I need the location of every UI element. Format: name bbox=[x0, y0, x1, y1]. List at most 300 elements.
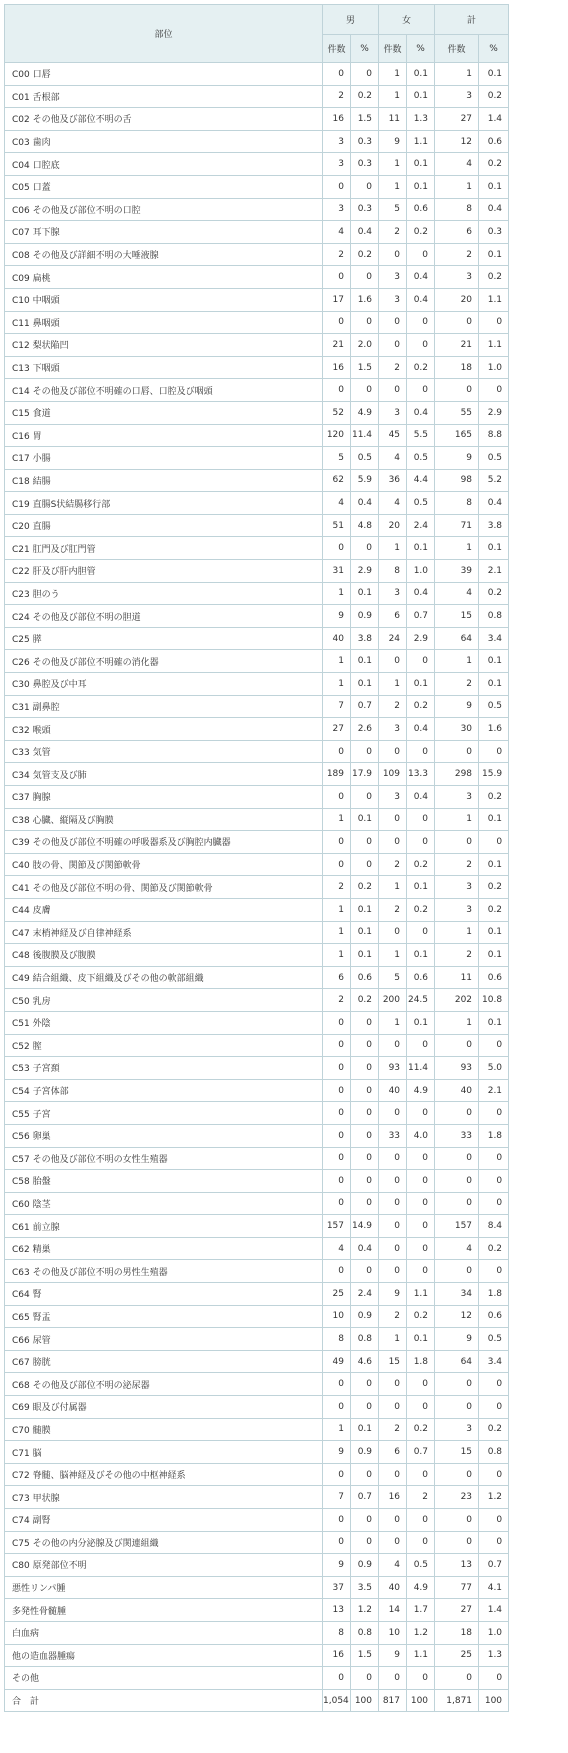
female-pct-cell: 5.5 bbox=[407, 424, 435, 447]
total-pct-cell: 0.8 bbox=[479, 605, 509, 628]
total-count-cell: 3 bbox=[435, 85, 479, 108]
total-count-cell: 4 bbox=[435, 582, 479, 605]
table-row bbox=[5, 130, 509, 153]
male-count-cell: 4 bbox=[323, 1237, 351, 1260]
male-pct-cell: 0.2 bbox=[351, 989, 379, 1012]
total-pct-cell: 2.9 bbox=[479, 401, 509, 424]
female-count-cell: 10 bbox=[379, 1621, 407, 1644]
female-count-cell: 15 bbox=[379, 1350, 407, 1373]
site-cell: C09 扁桃 bbox=[5, 266, 323, 289]
total-count-cell: 9 bbox=[435, 695, 479, 718]
total-pct-cell: 0 bbox=[479, 311, 509, 334]
total-pct-cell: 10.8 bbox=[479, 989, 509, 1012]
female-pct-cell: 0 bbox=[407, 1237, 435, 1260]
site-header: 部位 bbox=[5, 5, 323, 63]
male-pct-cell: 0 bbox=[351, 1260, 379, 1283]
total-count-cell: 0 bbox=[435, 740, 479, 763]
site-cell: 合 計 bbox=[5, 1689, 323, 1712]
female-pct-cell: 13.3 bbox=[407, 763, 435, 786]
site-cell: C72 脊髄、脳神経及びその他の中枢神経系 bbox=[5, 1463, 323, 1486]
male-pct-cell: 0 bbox=[351, 1463, 379, 1486]
table-row bbox=[5, 1486, 509, 1509]
female-count-cell: 0 bbox=[379, 1215, 407, 1238]
total-pct-cell: 1.1 bbox=[479, 334, 509, 357]
male-count-cell: 4 bbox=[323, 221, 351, 244]
total-count-cell: 0 bbox=[435, 1396, 479, 1419]
total-pct-cell: 0 bbox=[479, 1147, 509, 1170]
male-pct-cell: 2.9 bbox=[351, 560, 379, 583]
male-count-cell: 0 bbox=[323, 1396, 351, 1419]
female-count-cell: 0 bbox=[379, 1396, 407, 1419]
female-count-cell: 11 bbox=[379, 108, 407, 131]
male-pct-cell: 0.7 bbox=[351, 1486, 379, 1509]
female-pct-cell: 0 bbox=[407, 1034, 435, 1057]
female-count-cell: 9 bbox=[379, 1283, 407, 1306]
female-count-cell: 9 bbox=[379, 1644, 407, 1667]
total-count-cell: 3 bbox=[435, 786, 479, 809]
table-row bbox=[5, 898, 509, 921]
table-row bbox=[5, 1170, 509, 1193]
table-row bbox=[5, 1283, 509, 1306]
site-cell: C01 舌根部 bbox=[5, 85, 323, 108]
female-pct-cell: 0.4 bbox=[407, 266, 435, 289]
site-cell: C48 後腹膜及び腹膜 bbox=[5, 944, 323, 967]
site-cell: C62 精巣 bbox=[5, 1237, 323, 1260]
female-count-cell: 2 bbox=[379, 1305, 407, 1328]
female-count-cell: 2 bbox=[379, 1418, 407, 1441]
male-pct-cell: 0.7 bbox=[351, 695, 379, 718]
total-count-cell: 11 bbox=[435, 966, 479, 989]
total-pct-cell: 0.1 bbox=[479, 1011, 509, 1034]
table-row bbox=[5, 221, 509, 244]
female-pct-cell: 0 bbox=[407, 379, 435, 402]
female-pct-cell: 0.4 bbox=[407, 582, 435, 605]
female-pct-cell: 0.1 bbox=[407, 537, 435, 560]
male-count-cell: 2 bbox=[323, 876, 351, 899]
table-row bbox=[5, 740, 509, 763]
male-pct-cell: 0.5 bbox=[351, 447, 379, 470]
female-pct-cell: 0.7 bbox=[407, 605, 435, 628]
male-pct-cell: 5.9 bbox=[351, 469, 379, 492]
site-cell: C07 耳下腺 bbox=[5, 221, 323, 244]
total-count-cell: 1 bbox=[435, 921, 479, 944]
site-cell: C68 その他及び部位不明の泌尿器 bbox=[5, 1373, 323, 1396]
male-pct-cell: 0 bbox=[351, 1531, 379, 1554]
female-count-cell: 4 bbox=[379, 447, 407, 470]
site-cell: C56 卵巣 bbox=[5, 1124, 323, 1147]
site-cell: C30 鼻腔及び中耳 bbox=[5, 673, 323, 696]
male-pct-cell: 0.1 bbox=[351, 944, 379, 967]
male-pct-cell: 0 bbox=[351, 266, 379, 289]
male-pct-cell: 0.9 bbox=[351, 1305, 379, 1328]
total-pct-cell: 0 bbox=[479, 1509, 509, 1532]
table-row bbox=[5, 605, 509, 628]
female-pct-header: % bbox=[407, 35, 435, 63]
total-count-cell: 165 bbox=[435, 424, 479, 447]
male-count-cell: 0 bbox=[323, 831, 351, 854]
site-cell: C74 副腎 bbox=[5, 1509, 323, 1532]
site-cell: C23 胆のう bbox=[5, 582, 323, 605]
total-count-cell: 2 bbox=[435, 243, 479, 266]
female-count-cell: 0 bbox=[379, 921, 407, 944]
female-count-cell: 0 bbox=[379, 1237, 407, 1260]
female-count-cell: 36 bbox=[379, 469, 407, 492]
total-count-cell: 0 bbox=[435, 379, 479, 402]
male-pct-cell: 0 bbox=[351, 1147, 379, 1170]
table-row bbox=[5, 108, 509, 131]
male-pct-cell: 100 bbox=[351, 1689, 379, 1712]
female-pct-cell: 4.4 bbox=[407, 469, 435, 492]
female-count-cell: 200 bbox=[379, 989, 407, 1012]
female-pct-cell: 0.4 bbox=[407, 786, 435, 809]
table-row bbox=[5, 243, 509, 266]
female-pct-cell: 0 bbox=[407, 1396, 435, 1419]
female-pct-cell: 0 bbox=[407, 1102, 435, 1125]
female-count-cell: 2 bbox=[379, 898, 407, 921]
total-pct-cell: 0 bbox=[479, 1192, 509, 1215]
male-pct-cell: 1.5 bbox=[351, 1644, 379, 1667]
table-row bbox=[5, 718, 509, 741]
total-count-cell: 0 bbox=[435, 1260, 479, 1283]
male-count-cell: 62 bbox=[323, 469, 351, 492]
table-row bbox=[5, 1350, 509, 1373]
total-pct-cell: 1.2 bbox=[479, 1486, 509, 1509]
female-pct-cell: 0.4 bbox=[407, 288, 435, 311]
total-count-cell: 98 bbox=[435, 469, 479, 492]
male-pct-cell: 0 bbox=[351, 1192, 379, 1215]
site-cell: C73 甲状腺 bbox=[5, 1486, 323, 1509]
total-count-cell: 1 bbox=[435, 808, 479, 831]
male-pct-cell: 3.5 bbox=[351, 1576, 379, 1599]
site-cell: 他の造血器腫瘍 bbox=[5, 1644, 323, 1667]
male-pct-cell: 0 bbox=[351, 537, 379, 560]
male-count-cell: 1 bbox=[323, 1418, 351, 1441]
female-count-cell: 16 bbox=[379, 1486, 407, 1509]
male-pct-cell: 0.4 bbox=[351, 221, 379, 244]
total-pct-cell: 0 bbox=[479, 1396, 509, 1419]
female-count-cell: 817 bbox=[379, 1689, 407, 1712]
total-count-cell: 77 bbox=[435, 1576, 479, 1599]
female-pct-cell: 0 bbox=[407, 921, 435, 944]
table-row bbox=[5, 1124, 509, 1147]
male-pct-cell: 0.1 bbox=[351, 582, 379, 605]
male-count-cell: 37 bbox=[323, 1576, 351, 1599]
male-count-cell: 0 bbox=[323, 1667, 351, 1690]
site-cell: 白血病 bbox=[5, 1621, 323, 1644]
table-row bbox=[5, 650, 509, 673]
site-cell: C08 その他及び詳細不明の大唾液腺 bbox=[5, 243, 323, 266]
table-row bbox=[5, 85, 509, 108]
total-pct-cell: 0 bbox=[479, 1102, 509, 1125]
site-cell: C58 胎盤 bbox=[5, 1170, 323, 1193]
male-pct-cell: 4.8 bbox=[351, 514, 379, 537]
table-row bbox=[5, 921, 509, 944]
total-pct-cell: 0 bbox=[479, 1373, 509, 1396]
total-count-cell: 0 bbox=[435, 1147, 479, 1170]
female-count-cell: 2 bbox=[379, 853, 407, 876]
female-count-cell: 1 bbox=[379, 944, 407, 967]
male-count-cell: 2 bbox=[323, 85, 351, 108]
table-row bbox=[5, 447, 509, 470]
female-count-cell: 1 bbox=[379, 1328, 407, 1351]
site-cell: C70 髄膜 bbox=[5, 1418, 323, 1441]
female-pct-cell: 11.4 bbox=[407, 1057, 435, 1080]
table-row bbox=[5, 876, 509, 899]
total-count-cell: 6 bbox=[435, 221, 479, 244]
female-count-cell: 0 bbox=[379, 1463, 407, 1486]
total-pct-cell: 0.2 bbox=[479, 898, 509, 921]
table-row bbox=[5, 424, 509, 447]
female-pct-cell: 2 bbox=[407, 1486, 435, 1509]
total-count-cell: 3 bbox=[435, 1418, 479, 1441]
total-count-cell: 9 bbox=[435, 1328, 479, 1351]
table-row bbox=[5, 627, 509, 650]
site-cell: C17 小腸 bbox=[5, 447, 323, 470]
total-pct-cell: 0.2 bbox=[479, 1237, 509, 1260]
female-pct-cell: 0.5 bbox=[407, 492, 435, 515]
female-pct-cell: 0.1 bbox=[407, 175, 435, 198]
total-pct-cell: 0.2 bbox=[479, 786, 509, 809]
female-pct-cell: 4.0 bbox=[407, 1124, 435, 1147]
site-cell: C16 胃 bbox=[5, 424, 323, 447]
total-pct-cell: 1.8 bbox=[479, 1124, 509, 1147]
female-pct-cell: 0 bbox=[407, 243, 435, 266]
total-count-cell: 0 bbox=[435, 1034, 479, 1057]
table-row bbox=[5, 401, 509, 424]
male-count-cell: 0 bbox=[323, 1260, 351, 1283]
table-row bbox=[5, 288, 509, 311]
table-row bbox=[5, 198, 509, 221]
female-pct-cell: 0 bbox=[407, 831, 435, 854]
female-count-cell: 3 bbox=[379, 582, 407, 605]
total-pct-cell: 3.4 bbox=[479, 1350, 509, 1373]
female-pct-cell: 0 bbox=[407, 1667, 435, 1690]
total-count-cell: 4 bbox=[435, 153, 479, 176]
female-count-cell: 3 bbox=[379, 786, 407, 809]
female-pct-cell: 1.8 bbox=[407, 1350, 435, 1373]
female-pct-cell: 0.2 bbox=[407, 853, 435, 876]
table-row bbox=[5, 1192, 509, 1215]
total-pct-cell: 0.1 bbox=[479, 243, 509, 266]
male-pct-cell: 3.8 bbox=[351, 627, 379, 650]
female-pct-cell: 0 bbox=[407, 1531, 435, 1554]
table-row bbox=[5, 966, 509, 989]
table-row bbox=[5, 1305, 509, 1328]
site-cell: C75 その他の内分泌腺及び関連組織 bbox=[5, 1531, 323, 1554]
total-count-cell: 4 bbox=[435, 1237, 479, 1260]
male-count-cell: 1 bbox=[323, 650, 351, 673]
female-count-cell: 0 bbox=[379, 1260, 407, 1283]
total-pct-cell: 5.2 bbox=[479, 469, 509, 492]
total-pct-cell: 1.0 bbox=[479, 1621, 509, 1644]
total-pct-cell: 0 bbox=[479, 740, 509, 763]
female-pct-cell: 0.2 bbox=[407, 221, 435, 244]
male-pct-cell: 0 bbox=[351, 1057, 379, 1080]
site-cell: C24 その他及び部位不明の胆道 bbox=[5, 605, 323, 628]
male-count-cell: 189 bbox=[323, 763, 351, 786]
site-cell: C15 食道 bbox=[5, 401, 323, 424]
male-pct-cell: 0.1 bbox=[351, 1418, 379, 1441]
site-cell: C63 その他及び部位不明の男性生殖器 bbox=[5, 1260, 323, 1283]
total-pct-cell: 5.0 bbox=[479, 1057, 509, 1080]
female-pct-cell: 0.1 bbox=[407, 944, 435, 967]
male-pct-cell: 0.1 bbox=[351, 808, 379, 831]
total-pct-cell: 0.1 bbox=[479, 808, 509, 831]
male-pct-cell: 0.3 bbox=[351, 198, 379, 221]
female-pct-cell: 0.2 bbox=[407, 1305, 435, 1328]
site-cell: 悪性リンパ腫 bbox=[5, 1576, 323, 1599]
total-count-cell: 0 bbox=[435, 1531, 479, 1554]
male-pct-cell: 0 bbox=[351, 1373, 379, 1396]
total-count-cell: 202 bbox=[435, 989, 479, 1012]
female-pct-cell: 0.2 bbox=[407, 356, 435, 379]
male-header: 男 bbox=[323, 5, 379, 35]
male-pct-cell: 0.1 bbox=[351, 921, 379, 944]
total-count-cell: 2 bbox=[435, 944, 479, 967]
male-count-cell: 17 bbox=[323, 288, 351, 311]
male-count-header: 件数 bbox=[323, 35, 351, 63]
male-count-cell: 49 bbox=[323, 1350, 351, 1373]
table-row bbox=[5, 1328, 509, 1351]
female-count-cell: 93 bbox=[379, 1057, 407, 1080]
total-pct-cell: 2.1 bbox=[479, 560, 509, 583]
total-pct-cell: 0.2 bbox=[479, 85, 509, 108]
female-pct-cell: 0.1 bbox=[407, 85, 435, 108]
male-count-cell: 3 bbox=[323, 153, 351, 176]
female-pct-cell: 24.5 bbox=[407, 989, 435, 1012]
total-count-cell: 12 bbox=[435, 130, 479, 153]
total-pct-cell: 1.0 bbox=[479, 356, 509, 379]
table-row bbox=[5, 334, 509, 357]
female-pct-cell: 0.6 bbox=[407, 966, 435, 989]
site-cell: C20 直腸 bbox=[5, 514, 323, 537]
total-count-cell: 2 bbox=[435, 853, 479, 876]
table-row bbox=[5, 1215, 509, 1238]
total-count-cell: 71 bbox=[435, 514, 479, 537]
male-count-cell: 7 bbox=[323, 695, 351, 718]
male-count-cell: 0 bbox=[323, 786, 351, 809]
female-count-cell: 24 bbox=[379, 627, 407, 650]
male-count-cell: 52 bbox=[323, 401, 351, 424]
male-count-cell: 0 bbox=[323, 1034, 351, 1057]
male-pct-cell: 0.2 bbox=[351, 243, 379, 266]
female-count-cell: 20 bbox=[379, 514, 407, 537]
male-pct-cell: 0 bbox=[351, 1102, 379, 1125]
male-count-cell: 2 bbox=[323, 243, 351, 266]
male-count-cell: 13 bbox=[323, 1599, 351, 1622]
female-count-cell: 1 bbox=[379, 537, 407, 560]
total-pct-cell: 0 bbox=[479, 1667, 509, 1690]
total-pct-cell: 0.1 bbox=[479, 175, 509, 198]
female-pct-cell: 0.1 bbox=[407, 63, 435, 86]
female-count-cell: 1 bbox=[379, 85, 407, 108]
table-row bbox=[5, 944, 509, 967]
site-cell: C39 その他及び部位不明確の呼吸器系及び胸腔内臓器 bbox=[5, 831, 323, 854]
table-row bbox=[5, 989, 509, 1012]
female-count-cell: 5 bbox=[379, 198, 407, 221]
total-count-cell: 20 bbox=[435, 288, 479, 311]
female-pct-cell: 0 bbox=[407, 740, 435, 763]
site-cell: C47 末梢神経及び自律神経系 bbox=[5, 921, 323, 944]
table-row bbox=[5, 492, 509, 515]
total-pct-cell: 0.5 bbox=[479, 447, 509, 470]
male-count-cell: 1 bbox=[323, 898, 351, 921]
male-pct-cell: 1.5 bbox=[351, 356, 379, 379]
female-pct-cell: 0 bbox=[407, 1509, 435, 1532]
female-pct-cell: 2.4 bbox=[407, 514, 435, 537]
female-count-header: 件数 bbox=[379, 35, 407, 63]
male-count-cell: 0 bbox=[323, 1102, 351, 1125]
total-count-cell: 13 bbox=[435, 1554, 479, 1577]
site-cell: C37 胸腺 bbox=[5, 786, 323, 809]
male-count-cell: 0 bbox=[323, 1373, 351, 1396]
total-pct-cell: 0.2 bbox=[479, 153, 509, 176]
total-pct-cell: 0.3 bbox=[479, 221, 509, 244]
female-pct-cell: 1.3 bbox=[407, 108, 435, 131]
site-cell: C49 結合組織、皮下組織及びその他の軟部組織 bbox=[5, 966, 323, 989]
total-pct-cell: 0.6 bbox=[479, 130, 509, 153]
female-pct-cell: 0.1 bbox=[407, 876, 435, 899]
total-pct-cell: 0 bbox=[479, 1170, 509, 1193]
table-row bbox=[5, 537, 509, 560]
total-count-cell: 3 bbox=[435, 876, 479, 899]
total-count-cell: 93 bbox=[435, 1057, 479, 1080]
total-count-cell: 55 bbox=[435, 401, 479, 424]
total-count-cell: 8 bbox=[435, 198, 479, 221]
total-pct-cell: 0.7 bbox=[479, 1554, 509, 1577]
male-count-cell: 7 bbox=[323, 1486, 351, 1509]
total-pct-cell: 1.3 bbox=[479, 1644, 509, 1667]
male-count-cell: 8 bbox=[323, 1621, 351, 1644]
table-row bbox=[5, 1644, 509, 1667]
table-row bbox=[5, 311, 509, 334]
female-pct-cell: 0.4 bbox=[407, 401, 435, 424]
total-count-cell: 0 bbox=[435, 1463, 479, 1486]
female-pct-cell: 0.2 bbox=[407, 898, 435, 921]
male-pct-cell: 0.6 bbox=[351, 966, 379, 989]
table-row bbox=[5, 1079, 509, 1102]
male-count-cell: 21 bbox=[323, 334, 351, 357]
table-body bbox=[5, 63, 509, 1712]
table-row bbox=[5, 1373, 509, 1396]
male-count-cell: 0 bbox=[323, 1147, 351, 1170]
total-pct-cell: 1.6 bbox=[479, 718, 509, 741]
site-cell: C52 膣 bbox=[5, 1034, 323, 1057]
table-row bbox=[5, 63, 509, 86]
total-count-cell: 40 bbox=[435, 1079, 479, 1102]
female-pct-cell: 1.7 bbox=[407, 1599, 435, 1622]
female-count-cell: 0 bbox=[379, 808, 407, 831]
total-pct-cell: 0.5 bbox=[479, 695, 509, 718]
site-cell: C13 下咽頭 bbox=[5, 356, 323, 379]
female-pct-cell: 1.1 bbox=[407, 1644, 435, 1667]
site-cell: C54 子宮体部 bbox=[5, 1079, 323, 1102]
male-count-cell: 120 bbox=[323, 424, 351, 447]
male-count-cell: 0 bbox=[323, 1531, 351, 1554]
male-count-cell: 6 bbox=[323, 966, 351, 989]
total-count-cell: 64 bbox=[435, 627, 479, 650]
female-count-cell: 2 bbox=[379, 356, 407, 379]
table-row bbox=[5, 786, 509, 809]
total-pct-cell: 1.4 bbox=[479, 1599, 509, 1622]
male-pct-cell: 0.8 bbox=[351, 1621, 379, 1644]
male-pct-cell: 0 bbox=[351, 311, 379, 334]
female-count-cell: 40 bbox=[379, 1576, 407, 1599]
male-count-cell: 1 bbox=[323, 921, 351, 944]
site-cell: C32 喉頭 bbox=[5, 718, 323, 741]
female-pct-cell: 0.1 bbox=[407, 153, 435, 176]
site-cell: C80 原発部位不明 bbox=[5, 1554, 323, 1577]
